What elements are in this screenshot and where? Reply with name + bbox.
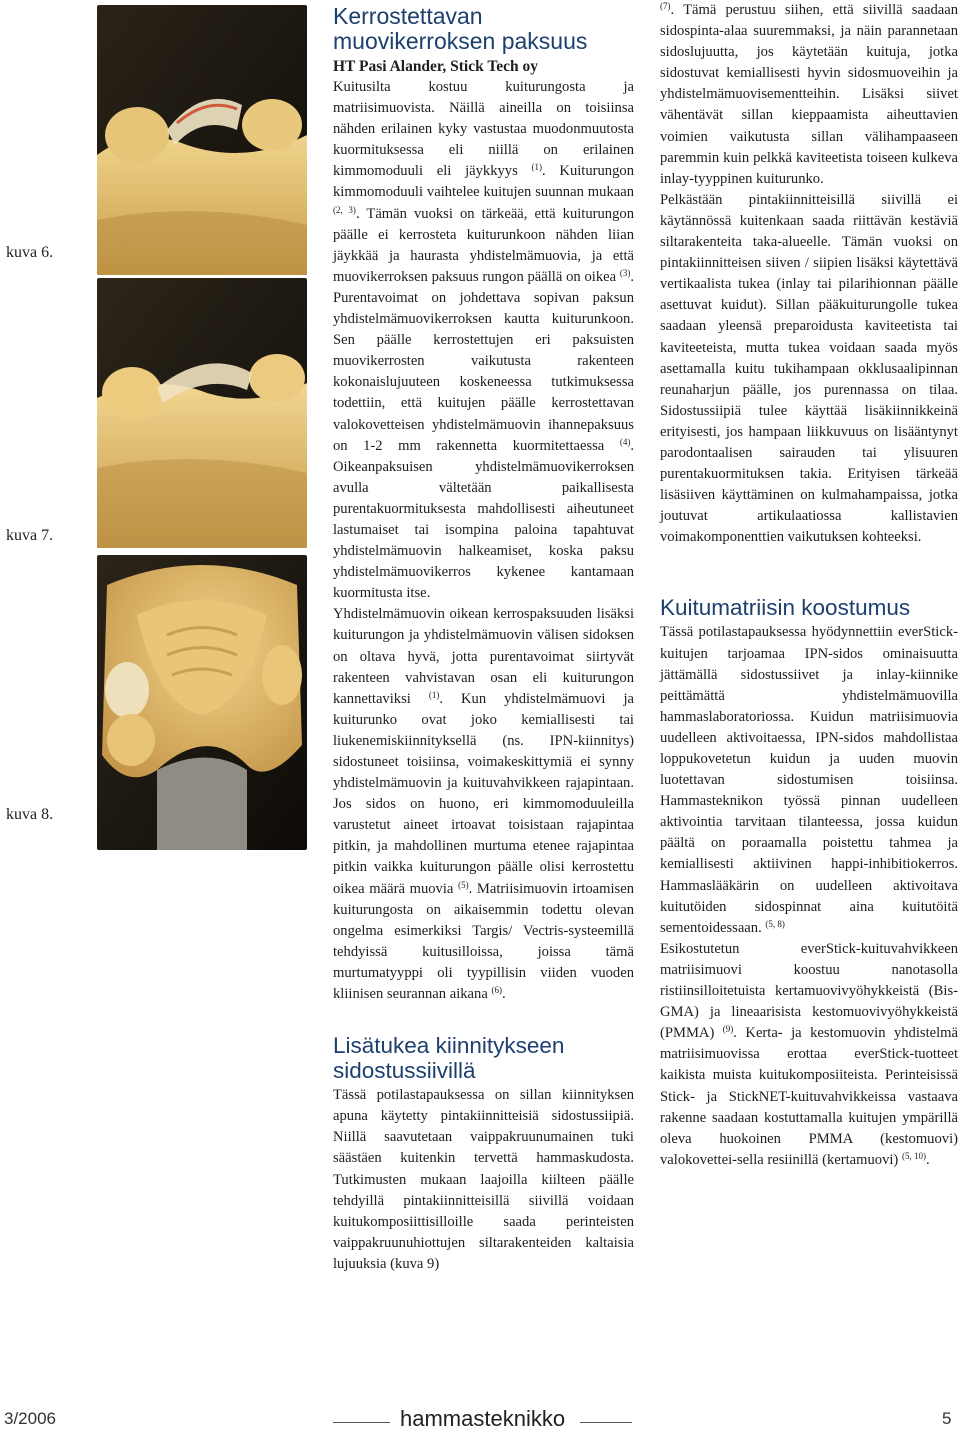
article-column-right (660, 0, 958, 1171)
paragraph-wings-continued: $^{(7)}$. Tämä perustuu siihen, että siivillä saadaan sidospinta-alaa suuremmaksi, ja näin parannetaan sidoslujuutta, jos käytetään kuituja, jotka sidostuvat kemiallisesti hyvin sidosmuoveihin ja yhdistelmämuovisementteihin. Lisäksi siivet vähentävät sillan kieppaamista aiheuttavien voimien vaikutusta sillan välihampaaseen paremmin kuin pelkkä kaviteetista toiseen kulkeva inlay-tyyppinen kuiturunko. (660, 1, 958, 187)
paragraph-bonding: Yhdistelmämuovin oikean kerrospaksuuden lisäksi kuiturungon ja yhdistelmämuovin välisen sidoksen on oltava hyvä, jotta purentavoimat siirtyvät rakenteen vahvistavan osan eli kuiturungon kannettaviksi $^{(1)}$. Kun yhdistelmämuovi ja kuiturunko ovat joko kemiallisesti tai liukenemiskiinnityksellä (ns. IPN-kiinnitys) sidostuneet toisiinsa, voimakeskittymiä ei synny yhdistelmämuovin ja kuituvahvikkeen rajapintaan. Jos sidos on huono, eri kimmomoduuleilla varustetut aineet irtoavat toisistaan rajapintaa pitkin, ja mahdollinen murtuma etenee rajapintaa pitkin vaikka kuiturungon päälle olisi kerrostettu oikea määrä muovia $^{(5)}$. Matriisimuovin irtoamisen kuiturungosta on aikaisemmin todettu olevan ongelma esimerkiksi Targis/ Vectris-systeemillä tehdyissä kuitusilloissa, joissa tämä murtumatyyppi oli tyypillisin viiden vuoden kliinisen seurannan aikana $^{(6)}$. (333, 606, 634, 1003)
footer-rule-right (580, 1422, 632, 1423)
section-title-bonding-wings: Lisätukea kiinnitykseen sidostussiivillä (333, 1033, 565, 1084)
figure-caption-8: kuva 8. (6, 806, 54, 823)
paragraph-layer-thickness: Kuitusilta kostuu kuiturungosta ja matriisimuovista. Näillä aineilla on toisiinsa nähden erilainen kyky vastustaa muodonmuutosta kuormituksessa eli niillä on erilainen kimmomoduuli eli jäykkyys $^{(1)}$. Kuiturungon kimmomoduuli vaihtelee kuitujen suunnan mukaan $^{(2, 3)}$. Tämän vuoksi on tärkeää, että kuiturungon päälle ei kerrosteta kuiturunkoon nähden liian jäykkää ja haurasta yhdistelmämuovia, ja että muovikerroksen paksuus rungon päällä on oikea $^{(3)}$. Purentavoimat on johdettava sopivan paksun yhdistelmämuovikerroksen kautta kuiturunkoon. Sen päälle kerrostettujen eri paksuisten muovikerrosten vaikutusta rakenteen kokonaislujuuteen koskeneessa tutkimuksessa todettiin, että kuitujen päälle kerrostettavan valokovetteisen yhdistelmämuovin ihannepaksuus on 1-2 mm rakennetta kuormitettaessa $^{(4)}$. Oikeanpaksuisen yhdistelmämuovikerroksen avulla vältetään paikallisesta purentakuormituksesta mahdollisesti aiheutuneet lastumaiset tai isompina paloina tapahtuvat yhdistelmämuovin halkeamiset, koska paksu yhdistelmämuovikerros kykenee kantamaan kuormitusta itse. (333, 79, 634, 602)
footer-page-number: 5 (942, 1409, 952, 1428)
paragraph-vertical-support: Pelkästään pintakiinnitteisillä siivillä ei käytännössä kuitenkaan saada riittävän kestäviä siltarakenteita taka-alueelle. Tämän vuoksi on pintakiinnitteisen siiven / siipien lisäksi käytettävä vertikaalista tukea (inlay tai pilarihionnan päälle asettuvat kuidut). Sillan pääkuiturungolle tukea saadaan yleensä preparoidusta kaviteetista tai kaviteeteista, mutta tukea voidaan saada myös asettamalla kuitu tukihampaan okklusaalipinnan reunaharjun päälle, jos purennassa on tilaa. Sidostussiipiä tulee käyttää lisäkiinnikkeinä erityisesti, jos hampaan liikkuvuus on lisääntynyt parodontaalisen sairauden tai ylisuuren purentakuormituksen takia. Erityisen tärkeää lisäsiiven käyttäminen on kulmahampaissa, jotka joutuvat artikulaatiossa kallistavien voimakomponenttien vaikutuksen kohteeksi. (660, 191, 958, 546)
paragraph-ipn-bond: Tässä potilastapauksessa hyödynnettiin everStick-kuitujen tarjoamaa IPN-sidos ominaisuutta jättämällä sidostussiivet ja inlay-kiinnike peittämättä yhdistelmämuovilla hammaslaboratoriossa. Kuidun matriisimuovia uudelleen aktivoitaessa, IPN-sidos mahdollistaa loppukovetetun kuidun ja uuden muovin luotettavan sidostumisen toisiinsa. Hammasteknikon työssä pinnan uudelleen aktivointia tarvitaan tilanteessa, jossa kuidun päältä on poraamalla poistettu tahmea ja kemiallisesti aktiivinen happi-inhibitiokerros. Hammaslääkärin on uudelleen aktivoitava kuitutöiden sidospinnat aina kuitutöitä sementoidessaan. $^{(5, 8)}$ (660, 624, 958, 936)
paragraph-matrix-composition: Esikostutetun everStick-kuituvahvikkeen matriisimuovi koostuu nanotasolla ristiinsilloitetuista kertamuovivyöhykkeistä (Bis-GMA) ja lineaarisista kestomuovivyöhykkeistä (PMMA) $^{(9)}$. Kerta- ja kestomuovin yhdistelmä matriisimuovissa erottaa everStick-tuotteet kaikista muista kuitukomposiiteista. Perinteisissä Stick- ja StickNET-kuituvahvikkeissa vastaava rakenne saadaan kostuttamalla kuitujen ympärillä oleva huokoinen PMMA (kestomuovi) valokovettei-sella resiinillä (kertamuovi) $^{(5, 10)}$. (660, 940, 959, 1168)
photo-dental-cast-bridge-side (97, 5, 307, 275)
photo-dental-cast-upper-arch (97, 555, 307, 850)
photo-dental-cast-bridge-fiber (97, 278, 307, 548)
article-title: Kerrostettavan muovikerroksen paksuus (333, 3, 588, 54)
article-byline: HT Pasi Alander, Stick Tech oy (333, 58, 538, 75)
footer-magazine-name: hammasteknikko (400, 1406, 566, 1431)
section-title-fiber-matrix: Kuitumatriisin koostumus (660, 595, 911, 621)
paragraph-wings-intro: Tässä potilastapauksessa on sillan kiinnityksen apuna käytetty pintakiinnitteisiä sidostussiipiä. Niillä saavutetaan vaippakruunumainen tuki säästäen kuitenkin tervettä hammaskudosta. Tutkimusten mukaan laajoilla kiilteen päälle tehdyillä pintakiinnitteisillä siivillä voidaan kuitukomposiittisilloille saada perinteisten vaippakruunuhiottujen siltarakenteiden kaltaisia lujuuksia (kuva 9) (333, 1087, 634, 1272)
figure-caption-6: kuva 6. (6, 244, 54, 261)
footer-rule-left (333, 1422, 390, 1423)
article-column-middle (333, 4, 634, 1275)
footer-issue-number: 3/2006 (4, 1409, 56, 1428)
figure-caption-7: kuva 7. (6, 527, 54, 544)
